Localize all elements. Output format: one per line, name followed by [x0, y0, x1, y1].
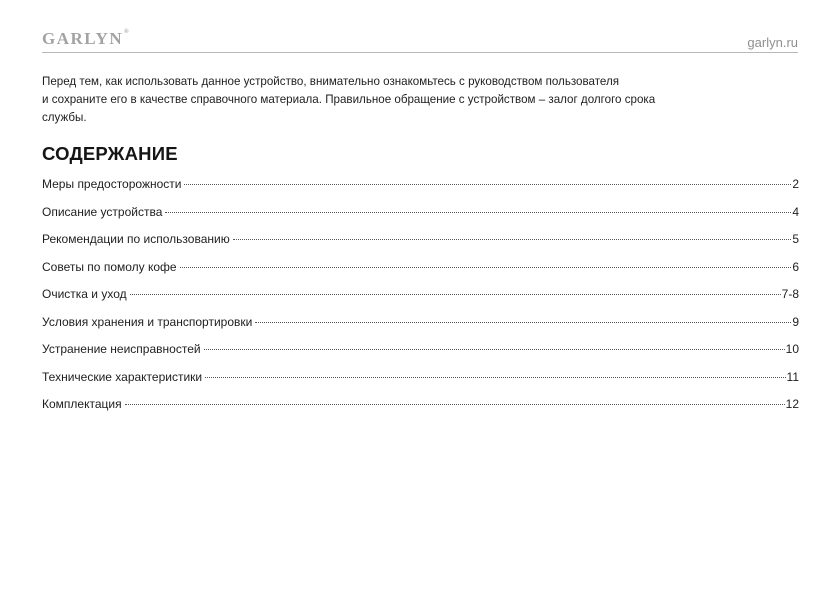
- brand-logo: [42, 29, 129, 49]
- toc-entry[interactable]: [42, 370, 799, 398]
- toc-entry[interactable]: [42, 177, 799, 205]
- website-url: garlyn.ru: [747, 35, 798, 50]
- toc-leader-dots: [204, 349, 785, 350]
- toc-entry[interactable]: [42, 315, 799, 343]
- toc-entry-label: Рекомендации по использованию: [42, 232, 230, 246]
- page-header: [42, 26, 798, 53]
- toc-entry-label: Устранение неисправностей: [42, 342, 201, 356]
- intro-paragraph: [42, 73, 802, 127]
- toc-leader-dots: [180, 267, 792, 268]
- intro-line: и сохраните его в качестве справочного материала. Правильное обращение с устройством – залог долгого срока: [42, 93, 656, 106]
- toc-leader-dots: [184, 184, 791, 185]
- toc-entry[interactable]: [42, 287, 799, 315]
- toc-leader-dots: [125, 404, 785, 405]
- toc-entry-page: 9: [792, 314, 799, 329]
- toc-entry-page: 6: [792, 259, 799, 274]
- registered-mark: ®: [124, 29, 129, 36]
- toc-entry[interactable]: [42, 205, 799, 233]
- toc-leader-dots: [165, 212, 791, 213]
- toc-entry-label: Советы по помолу кофе: [42, 259, 177, 274]
- toc-entry-label: Очистка и уход: [42, 287, 127, 301]
- toc-entry[interactable]: [42, 232, 799, 260]
- toc-entry-label: Условия хранения и транспортировки: [42, 314, 253, 329]
- intro-line: Перед тем, как использовать данное устройство, внимательно ознакомьтесь с руководством пользователя: [42, 75, 620, 88]
- toc-entry-page: 2: [792, 177, 799, 191]
- intro-line: службы.: [42, 111, 87, 124]
- toc-entry-page: 10: [785, 342, 799, 356]
- toc-entry-page: 5: [792, 232, 799, 246]
- toc-entry-label: Описание устройства: [42, 204, 163, 219]
- toc-entry-page: 7-8: [781, 287, 799, 301]
- toc-entry-label: Меры предосторожности: [42, 177, 182, 191]
- toc-entry[interactable]: [42, 397, 799, 425]
- table-of-contents: [42, 177, 799, 425]
- toc-entry-label: Комплектация: [42, 397, 122, 411]
- toc-entry-page: 12: [785, 397, 799, 411]
- toc-leader-dots: [233, 239, 792, 240]
- toc-entry[interactable]: [42, 342, 799, 370]
- brand-logo-text: GARLYN: [42, 29, 124, 48]
- toc-entry-label: Технические характеристики: [42, 369, 203, 384]
- toc-entry-page: 11: [786, 369, 799, 384]
- toc-entry-page: 4: [792, 204, 799, 219]
- toc-leader-dots: [205, 377, 785, 378]
- toc-heading: СОДЕРЖАНИЕ: [42, 143, 178, 164]
- toc-entry[interactable]: [42, 260, 799, 288]
- toc-leader-dots: [130, 294, 781, 295]
- toc-leader-dots: [255, 322, 791, 323]
